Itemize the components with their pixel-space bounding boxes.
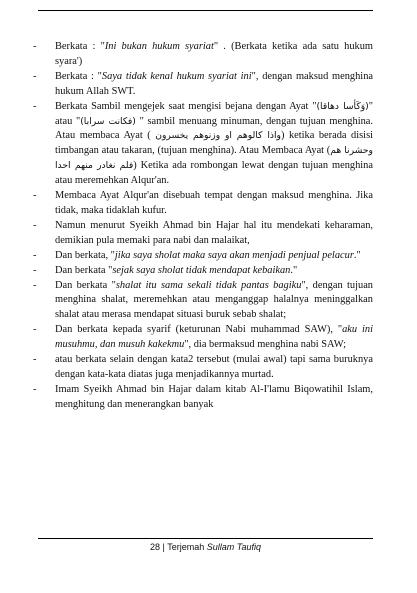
list-item [33,219,373,249]
arabic-verse: (فكانت سرابا) [80,115,136,127]
text-run: Imam Syeikh Ahmad bin Hajar dalam kitab Al-I'lamu Biqowatihil Islam, menghitung dan menerangkan banyak [55,383,373,410]
italic-quote: jika saya sholat maka saya akan menjadi penjual pelacur [114,249,354,261]
text-run: Berkata : " [55,70,102,82]
text-run: ", dengan tujuan menghina shalat, meremehkan atau menganggap halalnya meninggalkan shalat atau merasa mendapat situasi buruk sebab shalat; [55,279,373,321]
text-run: Berkata Sambil mengejek saat mengisi bejana dengan Ayat " [55,100,317,112]
italic-quote: shalat itu sama sekali tidak pantas bagiku [115,279,302,291]
italic-quote: sejak saya sholat tidak mendapat kebaikan [112,264,291,276]
text-run: Berkata : " [55,41,105,52]
text-run: Dan berkata, " [55,249,115,261]
text-run: Dan berkata " [55,264,113,276]
list-item [33,264,373,279]
text-run: Dan berkata kepada syarif (keturunan Nabi muhammad SAW), " [55,324,343,336]
text-run: " sambil menuang minuman, dengan tujuan menghina. Atau membaca Ayat ( [55,115,373,142]
list-item [33,70,373,100]
list-item [33,323,373,353]
text-run: ) Ketika ada rombongan lewat dengan tujuan menghina atau meremehkan Alqur'an. [55,160,373,187]
book-title: Sullam Taufiq [206,542,261,552]
arabic-verse: واذا كالوهم او وزنوهم يخسرون [155,130,281,142]
list-item [33,189,373,219]
list-item [33,100,373,189]
text-run: Namun menurut Syeikh Ahmad bin Hajar hal itu mendekati keharaman, demikian pula memaki para nabi dan malaikat, [55,219,373,246]
text-run: " . (Berkata ketika ada satu hukum syara') [55,41,373,67]
text-run: ." [290,264,298,276]
list-item [33,40,373,70]
footer-divider [38,538,373,539]
footer-separator: | [162,542,165,552]
footer-label: Terjemah [167,542,205,552]
italic-quote: Ini bukan hukum syariat [104,41,214,52]
arabic-verse: (وَكَأسا دهاقا) [316,100,369,112]
arabic-verse: وحشرنا هم فلم نغادر منهم احدا [55,145,373,172]
list-item [33,249,373,264]
text-run: ." [353,249,361,261]
text-run: ) ketika berada disisi timbangan atau takaran, (tujuan menghina). Atau Membaca Ayat ( [55,130,374,157]
list-item [33,279,373,324]
page-footer [38,542,373,552]
page-number: 28 [150,542,161,552]
list-item [33,383,373,413]
text-run: Dan berkata " [55,279,116,291]
list-item [33,353,373,383]
italic-quote: Saya tidak kenal hukum syariat ini [101,70,252,82]
text-run: ", dia bermaksud menghina nabi SAW; [184,339,347,351]
text-run: Membaca Ayat Alqur'an disebuah tempat dengan maksud menghina. Jika tidak, maka tidaklah kufur. [55,190,373,216]
text-run: atau berkata selain dengan kata2 tersebut (mulai awal) tapi sama buruknya dengan kata-kata diatas juga menjadikannya murtad. [55,354,373,380]
text-run: ", dengan maksud menghina hukum Allah SWT. [55,70,374,97]
italic-quote: aku ini musuhmu, dan musuh kakekmu [55,324,373,351]
bullet-list [33,40,373,413]
top-divider [38,10,373,11]
text-run: " atau " [55,100,374,127]
